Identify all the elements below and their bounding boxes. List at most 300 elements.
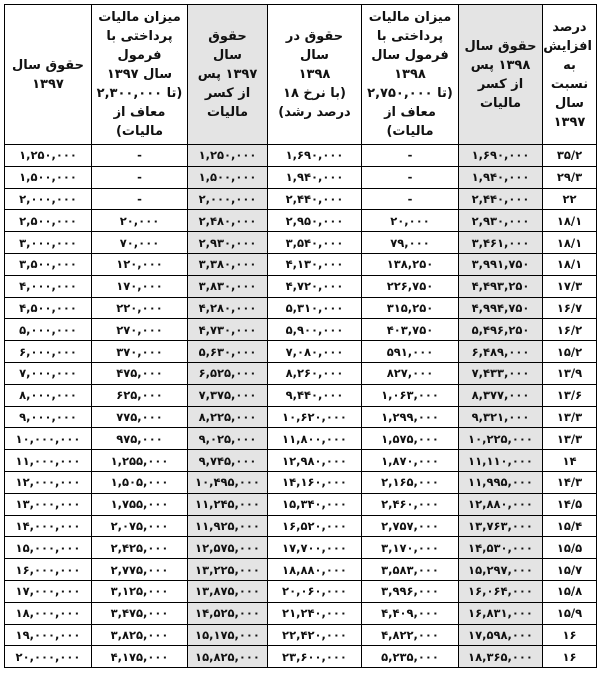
cell-value: ۳۱۵,۲۵۰: [386, 300, 434, 315]
cell-value: ۷۷۵,۰۰۰: [116, 409, 163, 424]
cell-value: ۱۴/۵: [556, 497, 583, 512]
cell-value: ۱۵,۱۷۵,۰۰۰: [195, 627, 260, 642]
header-row: [5, 5, 597, 145]
cell-net-salary-1397: [188, 362, 268, 384]
cell-gross-salary-1398: [268, 602, 362, 624]
cell-net-salary-1398: [459, 428, 543, 450]
cell-gross-salary-1397: [5, 580, 92, 602]
cell-net-salary-1398: [459, 384, 543, 406]
cell-value: ۳,۹۹۱,۷۵۰: [471, 257, 530, 272]
cell-value: ۳,۹۹۶,۰۰۰: [381, 584, 439, 599]
cell-value: ۱۸,۳۶۵,۰۰۰: [468, 649, 533, 664]
cell-net-salary-1397: [188, 428, 268, 450]
cell-value: ۱۱,۲۴۵,۰۰۰: [195, 497, 260, 512]
cell-tax-1398: [362, 428, 459, 450]
cell-increase-percent: [543, 515, 597, 537]
cell-value: ۴,۴۹۳,۲۵۰: [471, 279, 530, 294]
cell-value: ۲,۹۳۰,۰۰۰: [198, 235, 257, 250]
cell-value: -: [407, 191, 413, 206]
cell-value: ۴,۲۸۰,۰۰۰: [198, 300, 257, 315]
cell-net-salary-1398: [459, 341, 543, 363]
cell-net-salary-1398: [459, 362, 543, 384]
cell-value: ۱۲,۰۰۰,۰۰۰: [15, 475, 81, 490]
cell-value: ۷,۰۰۰,۰۰۰: [19, 366, 77, 381]
cell-value: ۱۵,۳۴۰,۰۰۰: [282, 497, 347, 512]
table-row: [5, 624, 597, 646]
cell-value: ۷۰,۰۰۰: [119, 235, 160, 250]
cell-tax-1398: [362, 319, 459, 341]
cell-net-salary-1398: [459, 537, 543, 559]
header-net-salary-1397: حقوق سال ۱۳۹۷ پس از کسر مالیات: [188, 5, 268, 145]
cell-increase-percent: [543, 384, 597, 406]
cell-value: ۹,۷۴۵,۰۰۰: [198, 453, 257, 468]
cell-net-salary-1397: [188, 253, 268, 275]
cell-net-salary-1398: [459, 232, 543, 254]
cell-gross-salary-1398: [268, 232, 362, 254]
cell-gross-salary-1398: [268, 384, 362, 406]
cell-tax-1398: [362, 646, 459, 668]
cell-gross-salary-1398: [268, 428, 362, 450]
cell-value: ۲,۰۰۰,۰۰۰: [19, 191, 77, 206]
cell-net-salary-1397: [188, 406, 268, 428]
cell-net-salary-1397: [188, 341, 268, 363]
cell-gross-salary-1398: [268, 253, 362, 275]
cell-tax-1398: [362, 188, 459, 210]
cell-value: ۱۴,۵۲۵,۰۰۰: [195, 606, 260, 621]
cell-tax-1397: [92, 493, 188, 515]
cell-value: ۱۰,۲۲۵,۰۰۰: [468, 431, 533, 446]
cell-increase-percent: [543, 646, 597, 668]
cell-value: ۱۴/۳: [556, 475, 583, 490]
cell-increase-percent: [543, 493, 597, 515]
cell-gross-salary-1397: [5, 559, 92, 581]
cell-value: ۱۷,۵۹۸,۰۰۰: [468, 627, 533, 642]
cell-value: ۳,۱۲۵,۰۰۰: [110, 584, 169, 599]
cell-value: ۱,۲۵۰,۰۰۰: [19, 148, 77, 163]
cell-value: ۱۵/۵: [556, 540, 583, 555]
cell-increase-percent: [543, 450, 597, 472]
cell-value: ۱,۵۷۵,۰۰۰: [381, 431, 439, 446]
cell-value: ۳,۳۸۰,۰۰۰: [198, 257, 257, 272]
cell-value: ۸,۰۰۰,۰۰۰: [19, 388, 77, 403]
cell-value: ۱۷۰,۰۰۰: [116, 279, 163, 294]
cell-value: ۱,۹۴۰,۰۰۰: [285, 170, 344, 185]
cell-gross-salary-1398: [268, 624, 362, 646]
table-row: [5, 471, 597, 493]
table-row: [5, 362, 597, 384]
cell-value: ۱۶,۰۰۰,۰۰۰: [15, 562, 81, 577]
cell-tax-1397: [92, 145, 188, 167]
table-row: [5, 384, 597, 406]
cell-net-salary-1398: [459, 406, 543, 428]
cell-value: ۴,۷۳۰,۰۰۰: [198, 322, 257, 337]
table-row: [5, 450, 597, 472]
table-row: [5, 275, 597, 297]
header-tax-1397: میزان مالیات پرداختی با فرمول سال ۱۳۹۷ (تا ۲,۳۰۰,۰۰۰ معاف از مالیات): [92, 5, 188, 145]
cell-gross-salary-1398: [268, 406, 362, 428]
cell-gross-salary-1398: [268, 537, 362, 559]
cell-value: ۵۹۱,۰۰۰: [386, 344, 434, 359]
cell-value: ۱۵/۷: [556, 562, 583, 577]
cell-value: ۲۰,۰۰۰: [119, 213, 160, 228]
cell-tax-1397: [92, 580, 188, 602]
cell-net-salary-1398: [459, 450, 543, 472]
cell-value: ۲,۴۲۵,۰۰۰: [110, 540, 169, 555]
cell-net-salary-1397: [188, 450, 268, 472]
cell-tax-1398: [362, 253, 459, 275]
cell-gross-salary-1397: [5, 319, 92, 341]
cell-net-salary-1398: [459, 188, 543, 210]
cell-tax-1398: [362, 275, 459, 297]
cell-tax-1397: [92, 188, 188, 210]
cell-increase-percent: [543, 253, 597, 275]
cell-tax-1398: [362, 166, 459, 188]
cell-increase-percent: [543, 275, 597, 297]
table-row: [5, 406, 597, 428]
cell-value: ۸,۳۷۷,۰۰۰: [471, 388, 530, 403]
cell-increase-percent: [543, 188, 597, 210]
cell-value: ۱۵/۸: [556, 584, 583, 599]
table-row: [5, 341, 597, 363]
table-row: [5, 232, 597, 254]
cell-value: ۲,۹۳۰,۰۰۰: [471, 213, 530, 228]
cell-net-salary-1398: [459, 253, 543, 275]
cell-tax-1398: [362, 341, 459, 363]
cell-gross-salary-1397: [5, 384, 92, 406]
cell-value: ۳,۴۷۵,۰۰۰: [110, 606, 169, 621]
cell-value: ۱۹,۰۰۰,۰۰۰: [15, 627, 81, 642]
cell-gross-salary-1398: [268, 210, 362, 232]
cell-value: ۱۶: [562, 649, 577, 664]
cell-gross-salary-1398: [268, 471, 362, 493]
cell-tax-1398: [362, 602, 459, 624]
cell-tax-1398: [362, 580, 459, 602]
cell-net-salary-1397: [188, 297, 268, 319]
cell-tax-1398: [362, 210, 459, 232]
cell-gross-salary-1397: [5, 537, 92, 559]
cell-value: ۴,۹۹۴,۷۵۰: [471, 300, 530, 315]
cell-net-salary-1398: [459, 602, 543, 624]
cell-gross-salary-1397: [5, 602, 92, 624]
cell-value: ۱۲,۵۷۵,۰۰۰: [195, 540, 260, 555]
cell-net-salary-1398: [459, 646, 543, 668]
cell-increase-percent: [543, 145, 597, 167]
cell-tax-1398: [362, 145, 459, 167]
cell-tax-1397: [92, 362, 188, 384]
cell-value: ۲۱,۲۴۰,۰۰۰: [282, 606, 347, 621]
cell-value: ۲۳,۶۰۰,۰۰۰: [282, 649, 347, 664]
cell-tax-1397: [92, 253, 188, 275]
table-row: [5, 297, 597, 319]
cell-gross-salary-1397: [5, 253, 92, 275]
cell-value: ۹,۰۰۰,۰۰۰: [19, 409, 77, 424]
cell-tax-1398: [362, 624, 459, 646]
cell-value: ۱۱,۰۰۰,۰۰۰: [15, 453, 81, 468]
cell-value: ۱۵,۲۹۷,۰۰۰: [468, 562, 533, 577]
cell-value: ۱۳,۷۶۳,۰۰۰: [468, 518, 533, 533]
cell-tax-1398: [362, 515, 459, 537]
cell-value: ۱۶,۸۳۱,۰۰۰: [468, 606, 533, 621]
cell-tax-1397: [92, 232, 188, 254]
cell-value: ۸,۲۲۵,۰۰۰: [198, 409, 257, 424]
cell-value: ۸,۲۶۰,۰۰۰: [285, 366, 344, 381]
cell-value: ۲,۵۰۰,۰۰۰: [19, 213, 77, 228]
cell-gross-salary-1397: [5, 188, 92, 210]
cell-gross-salary-1398: [268, 515, 362, 537]
cell-net-salary-1397: [188, 232, 268, 254]
cell-value: ۴,۴۰۹,۰۰۰: [381, 606, 439, 621]
table-row: [5, 210, 597, 232]
cell-value: ۱,۵۰۰,۰۰۰: [198, 170, 257, 185]
cell-value: ۱,۰۶۳,۰۰۰: [381, 388, 439, 403]
cell-value: ۴,۸۲۲,۰۰۰: [381, 627, 439, 642]
cell-value: ۲,۴۴۰,۰۰۰: [471, 191, 530, 206]
cell-value: ۴,۰۰۰,۰۰۰: [19, 279, 77, 294]
cell-value: ۱۷/۳: [556, 279, 583, 294]
cell-gross-salary-1397: [5, 450, 92, 472]
cell-value: ۹,۴۴۰,۰۰۰: [285, 388, 344, 403]
cell-value: ۲,۷۷۵,۰۰۰: [110, 562, 169, 577]
cell-value: ۱۳,۸۷۵,۰۰۰: [195, 584, 260, 599]
cell-net-salary-1397: [188, 319, 268, 341]
cell-gross-salary-1397: [5, 406, 92, 428]
cell-increase-percent: [543, 232, 597, 254]
table-row: [5, 559, 597, 581]
cell-tax-1398: [362, 559, 459, 581]
cell-value: ۱,۵۰۵,۰۰۰: [110, 475, 169, 490]
table-row: [5, 145, 597, 167]
cell-tax-1398: [362, 362, 459, 384]
table-row: [5, 188, 597, 210]
cell-tax-1397: [92, 471, 188, 493]
table-row: [5, 428, 597, 450]
cell-value: ۵,۶۳۰,۰۰۰: [198, 344, 257, 359]
cell-value: ۱۴: [562, 453, 577, 468]
cell-net-salary-1397: [188, 537, 268, 559]
cell-value: ۱۶: [562, 627, 577, 642]
cell-value: ۱,۶۹۰,۰۰۰: [285, 148, 344, 163]
cell-value: ۳,۸۳۰,۰۰۰: [198, 279, 257, 294]
cell-tax-1397: [92, 450, 188, 472]
cell-value: ۴,۱۳۰,۰۰۰: [285, 257, 344, 272]
cell-value: ۱,۵۰۰,۰۰۰: [19, 170, 77, 185]
cell-value: ۱۶/۲: [556, 322, 583, 337]
cell-gross-salary-1397: [5, 275, 92, 297]
cell-tax-1398: [362, 537, 459, 559]
cell-value: ۱۳/۳: [556, 409, 583, 424]
cell-increase-percent: [543, 471, 597, 493]
cell-value: ۲,۰۷۵,۰۰۰: [110, 518, 169, 533]
cell-value: ۴۷۵,۰۰۰: [116, 366, 163, 381]
cell-value: ۷۹,۰۰۰: [390, 235, 430, 250]
cell-gross-salary-1398: [268, 362, 362, 384]
cell-tax-1398: [362, 297, 459, 319]
cell-value: ۲,۷۵۷,۰۰۰: [381, 518, 439, 533]
cell-value: ۲,۰۰۰,۰۰۰: [198, 191, 257, 206]
cell-value: ۱,۲۹۹,۰۰۰: [381, 409, 439, 424]
cell-increase-percent: [543, 580, 597, 602]
cell-net-salary-1398: [459, 319, 543, 341]
cell-value: ۱۳,۰۰۰,۰۰۰: [15, 497, 81, 512]
cell-gross-salary-1397: [5, 428, 92, 450]
cell-value: ۱۶/۷: [556, 300, 583, 315]
cell-value: ۱۸/۱: [556, 257, 583, 272]
cell-value: ۳,۵۴۰,۰۰۰: [285, 235, 344, 250]
table-row: [5, 493, 597, 515]
table-row: [5, 319, 597, 341]
cell-value: ۱۳/۶: [556, 388, 583, 403]
cell-net-salary-1397: [188, 515, 268, 537]
cell-value: ۱۸,۰۰۰,۰۰۰: [15, 606, 81, 621]
header-gross-salary-1398: حقوق در سال ۱۳۹۸ (با نرخ ۱۸ درصد رشد): [268, 5, 362, 145]
cell-tax-1397: [92, 166, 188, 188]
cell-value: ۱۸,۸۸۰,۰۰۰: [282, 562, 347, 577]
cell-value: ۲۲۰,۰۰۰: [116, 300, 163, 315]
cell-value: ۴,۷۲۰,۰۰۰: [285, 279, 344, 294]
cell-value: ۴۰۳,۷۵۰: [386, 322, 434, 337]
cell-value: ۵,۳۱۰,۰۰۰: [285, 300, 344, 315]
cell-value: ۸۲۷,۰۰۰: [386, 366, 434, 381]
cell-value: ۶,۰۰۰,۰۰۰: [19, 344, 77, 359]
cell-increase-percent: [543, 602, 597, 624]
cell-tax-1397: [92, 602, 188, 624]
cell-value: ۹,۳۲۱,۰۰۰: [471, 409, 530, 424]
header-net-salary-1398: حقوق سال ۱۳۹۸ پس از کسر مالیات: [459, 5, 543, 145]
cell-net-salary-1398: [459, 515, 543, 537]
cell-gross-salary-1397: [5, 210, 92, 232]
cell-increase-percent: [543, 362, 597, 384]
cell-value: ۳,۰۰۰,۰۰۰: [19, 235, 77, 250]
cell-gross-salary-1398: [268, 341, 362, 363]
cell-tax-1397: [92, 537, 188, 559]
cell-net-salary-1398: [459, 275, 543, 297]
cell-gross-salary-1397: [5, 362, 92, 384]
cell-value: ۷,۰۸۰,۰۰۰: [285, 344, 344, 359]
header-gross-salary-1397: حقوق سال ۱۳۹۷: [5, 5, 92, 145]
cell-value: ۲۲: [562, 191, 577, 206]
cell-gross-salary-1398: [268, 580, 362, 602]
cell-value: ۱۳۸,۲۵۰: [386, 257, 434, 272]
table-row: [5, 515, 597, 537]
cell-tax-1397: [92, 384, 188, 406]
cell-increase-percent: [543, 537, 597, 559]
cell-gross-salary-1397: [5, 624, 92, 646]
cell-gross-salary-1398: [268, 275, 362, 297]
cell-value: ۴,۱۷۵,۰۰۰: [110, 649, 169, 664]
cell-increase-percent: [543, 559, 597, 581]
cell-value: ۲۲,۴۲۰,۰۰۰: [282, 627, 347, 642]
cell-value: ۲۰,۰۰۰: [390, 213, 430, 228]
cell-tax-1398: [362, 406, 459, 428]
cell-gross-salary-1397: [5, 341, 92, 363]
cell-value: ۲۰,۰۶۰,۰۰۰: [282, 584, 347, 599]
cell-tax-1397: [92, 559, 188, 581]
cell-value: ۳,۵۸۳,۰۰۰: [381, 562, 439, 577]
cell-value: ۵,۰۰۰,۰۰۰: [19, 322, 77, 337]
cell-value: ۵,۹۰۰,۰۰۰: [285, 322, 344, 337]
cell-value: ۱,۶۹۰,۰۰۰: [471, 148, 530, 163]
cell-gross-salary-1397: [5, 493, 92, 515]
table-row: [5, 537, 597, 559]
cell-value: ۱۴,۰۰۰,۰۰۰: [15, 518, 81, 533]
cell-tax-1397: [92, 428, 188, 450]
cell-value: ۱,۷۵۵,۰۰۰: [110, 497, 169, 512]
cell-value: -: [407, 170, 413, 185]
cell-gross-salary-1397: [5, 297, 92, 319]
cell-net-salary-1398: [459, 493, 543, 515]
cell-tax-1397: [92, 406, 188, 428]
cell-net-salary-1397: [188, 275, 268, 297]
cell-tax-1397: [92, 515, 188, 537]
cell-value: -: [137, 191, 142, 206]
table-row: [5, 602, 597, 624]
cell-value: ۱۱,۸۰۰,۰۰۰: [282, 431, 347, 446]
cell-value: ۲۷۰,۰۰۰: [116, 322, 163, 337]
cell-value: ۲,۴۸۰,۰۰۰: [198, 213, 257, 228]
cell-value: ۱۵,۰۰۰,۰۰۰: [15, 540, 81, 555]
cell-value: ۱۸/۱: [556, 213, 583, 228]
cell-value: ۱,۲۵۰,۰۰۰: [198, 148, 257, 163]
cell-gross-salary-1398: [268, 319, 362, 341]
cell-value: ۱۲۰,۰۰۰: [116, 257, 163, 272]
cell-net-salary-1398: [459, 210, 543, 232]
cell-tax-1397: [92, 275, 188, 297]
cell-value: ۹,۰۲۵,۰۰۰: [198, 431, 257, 446]
cell-tax-1398: [362, 232, 459, 254]
cell-value: ۱۷,۷۰۰,۰۰۰: [282, 540, 347, 555]
cell-net-salary-1397: [188, 646, 268, 668]
cell-gross-salary-1397: [5, 166, 92, 188]
cell-net-salary-1397: [188, 493, 268, 515]
cell-value: ۲,۹۵۰,۰۰۰: [285, 213, 344, 228]
cell-gross-salary-1398: [268, 145, 362, 167]
cell-net-salary-1398: [459, 145, 543, 167]
cell-value: ۱۱,۹۹۵,۰۰۰: [468, 475, 533, 490]
cell-tax-1398: [362, 450, 459, 472]
cell-tax-1397: [92, 341, 188, 363]
cell-value: ۲,۱۶۵,۰۰۰: [381, 475, 439, 490]
cell-value: ۱۱,۱۱۰,۰۰۰: [468, 453, 533, 468]
cell-net-salary-1397: [188, 210, 268, 232]
cell-net-salary-1398: [459, 624, 543, 646]
cell-tax-1397: [92, 319, 188, 341]
cell-increase-percent: [543, 341, 597, 363]
table-body: [5, 145, 597, 668]
cell-increase-percent: [543, 297, 597, 319]
cell-gross-salary-1398: [268, 559, 362, 581]
cell-gross-salary-1398: [268, 297, 362, 319]
cell-tax-1397: [92, 646, 188, 668]
cell-gross-salary-1397: [5, 646, 92, 668]
cell-value: ۲,۴۴۰,۰۰۰: [285, 191, 344, 206]
cell-value: ۶,۴۸۹,۰۰۰: [471, 344, 530, 359]
cell-net-salary-1397: [188, 145, 268, 167]
cell-net-salary-1398: [459, 580, 543, 602]
cell-net-salary-1397: [188, 471, 268, 493]
cell-gross-salary-1397: [5, 232, 92, 254]
cell-value: ۱۳,۲۲۵,۰۰۰: [195, 562, 260, 577]
cell-gross-salary-1397: [5, 515, 92, 537]
table-row: [5, 253, 597, 275]
cell-value: ۱۶,۰۶۴,۰۰۰: [468, 584, 533, 599]
cell-value: ۹۷۵,۰۰۰: [116, 431, 163, 446]
cell-tax-1398: [362, 471, 459, 493]
cell-net-salary-1397: [188, 188, 268, 210]
cell-value: -: [137, 148, 142, 163]
cell-value: ۱۳/۳: [556, 431, 583, 446]
cell-value: ۳,۱۷۰,۰۰۰: [381, 540, 439, 555]
cell-increase-percent: [543, 166, 597, 188]
